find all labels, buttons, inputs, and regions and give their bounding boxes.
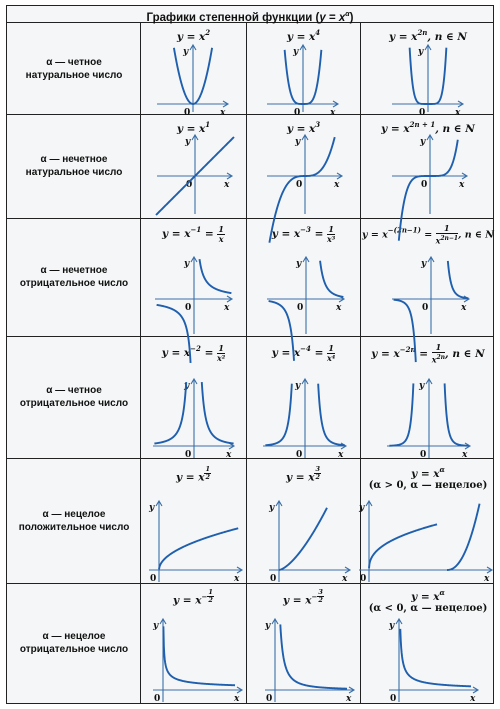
row-label-line: отрицательное число [19, 398, 129, 409]
function-curve [448, 261, 469, 298]
origin-label: 0 [296, 180, 303, 190]
graph-plot [157, 134, 233, 214]
x-axis-label: x [226, 450, 232, 460]
row-label-line: α — нечетное [40, 265, 108, 276]
row-label [7, 336, 141, 458]
y-axis-label: y [418, 47, 424, 57]
function-curve [200, 259, 232, 293]
graph-plot [269, 500, 351, 582]
graph-plot [149, 500, 243, 582]
origin-label: 0 [422, 303, 429, 313]
y-axis-label: y [184, 259, 190, 269]
function-curve [265, 384, 291, 446]
row-label-line: α — нецелое [42, 508, 106, 520]
x-axis-label: x [234, 694, 240, 704]
graph-plot [153, 378, 235, 458]
graph-plot [389, 618, 479, 702]
x-axis-label: x [459, 180, 465, 190]
x-axis-label: x [224, 303, 230, 313]
formula-note: (α > 0, α — нецелое) [368, 480, 488, 491]
y-axis-label: y [359, 503, 365, 513]
formula: $y = x^{2n + 1}$, n ∈ N [381, 120, 475, 135]
function-curve [318, 384, 344, 446]
graph-plot [155, 256, 233, 334]
graph-plot [392, 134, 468, 214]
graph-plot [265, 618, 355, 702]
origin-label: 0 [270, 574, 277, 584]
y-axis-label: y [269, 503, 275, 513]
y-axis-label: y [389, 621, 395, 631]
formula: $y = x^3$ [286, 120, 321, 135]
x-axis-label: x [224, 180, 230, 190]
graph-plot [267, 44, 339, 118]
origin-label: 0 [266, 694, 273, 704]
y-axis-label: y [296, 259, 302, 269]
origin-label: 0 [186, 180, 193, 190]
x-axis-label: x [484, 574, 490, 584]
origin-label: 0 [419, 108, 426, 118]
row-label-line: отрицательное число [19, 278, 129, 289]
origin-label: 0 [294, 108, 301, 118]
row-label-line: натуральное число [25, 167, 123, 178]
function-curve [279, 508, 327, 570]
function-curve [320, 261, 343, 297]
y-axis-label: y [153, 621, 159, 631]
formula: y = x $^{\frac{3}{2}}$ [285, 465, 320, 484]
y-axis-label: y [295, 137, 301, 147]
graph-plot [392, 256, 470, 334]
origin-label: 0 [154, 694, 161, 704]
origin-label: 0 [185, 303, 192, 313]
y-axis-label: y [183, 47, 189, 57]
row-label-line: α — нецелое [42, 631, 106, 642]
formula: $y = x^{-3}$ = $\frac{1}{\text{x³}}$ [271, 223, 336, 244]
row-label [7, 23, 141, 114]
function-curve [154, 382, 186, 443]
y-axis-label: y [149, 503, 155, 513]
graph-plot [157, 44, 229, 118]
y-axis-label: y [293, 47, 299, 57]
graph-plot [387, 378, 471, 458]
y-axis-label: y [265, 621, 271, 631]
x-axis-label: x [462, 450, 468, 460]
formula: $y = x^{-(2n-1)}$ = $\frac{1}{x^{2n-1}}$ , n ∈ N [362, 223, 494, 246]
graph-plot [267, 256, 345, 334]
graph-plot [392, 44, 464, 118]
function-curve [163, 626, 235, 685]
y-axis-label: y [184, 381, 190, 391]
y-axis-label: y [420, 137, 426, 147]
power-function-table [6, 5, 494, 704]
y-axis-label: y [185, 137, 191, 147]
graph-plot [263, 378, 347, 458]
x-axis-label: x [334, 180, 340, 190]
origin-label: 0 [185, 450, 192, 460]
origin-label: 0 [150, 574, 157, 584]
row-label [7, 458, 141, 583]
x-axis-label: x [220, 108, 226, 118]
origin-label: 0 [297, 303, 304, 313]
graph-plot [359, 500, 493, 582]
function-curve [389, 383, 413, 445]
row-label [7, 114, 141, 218]
origin-label: 0 [184, 108, 191, 118]
formula: $y = x^2$ [176, 28, 211, 43]
formula: $y = x^{- \frac{3}{2}}$ [283, 588, 323, 607]
formula-note: (α < 0, α — нецелое) [368, 603, 488, 614]
x-axis-label: x [470, 694, 476, 704]
x-axis-label: x [461, 303, 467, 313]
row-label-line: α — четное [46, 56, 102, 68]
y-axis-label: y [295, 381, 301, 391]
y-axis-label: y [421, 259, 427, 269]
function-curve [280, 624, 347, 688]
row-label-line: положительное число [18, 521, 130, 533]
formula: $y = x^4$ [286, 28, 321, 43]
row-label [7, 583, 141, 703]
row-label [7, 218, 141, 336]
formula: $y = x^{-1}$ = $\frac{1}{x}$ [162, 223, 224, 244]
origin-label: 0 [360, 574, 367, 584]
formula: $y = x^{- \frac{1}{2}}$ [173, 588, 213, 607]
function-curve [159, 528, 238, 569]
x-axis-label: x [455, 108, 461, 118]
x-axis-label: x [234, 574, 240, 584]
function-curve [445, 383, 469, 445]
origin-label: 0 [421, 180, 428, 190]
x-axis-label: x [336, 303, 342, 313]
function-curve [400, 629, 471, 686]
graph-plot [153, 618, 243, 702]
origin-label: 0 [420, 450, 427, 460]
formula: $y = x^1$ [176, 120, 211, 135]
function-curve [447, 504, 480, 570]
formula: $y = x^\alpha$ (α < 0, α — нецелое) [361, 587, 495, 615]
formula: y = x $^{\frac{1}{2}}$ [175, 465, 210, 484]
row-label-line: отрицательное число [19, 644, 129, 655]
x-axis-label: x [338, 450, 344, 460]
formula: $y = x^{-2}$ = $\frac{1}{\text{x²}}$ [161, 342, 226, 363]
formula: $y = x^{2n}$, n ∈ N [388, 28, 468, 43]
x-axis-label: x [342, 574, 348, 584]
x-axis-label: x [346, 694, 352, 704]
row-label-line: α — четное [46, 385, 102, 396]
table-title: Графики степенной функции $(y = x^\alpha)$ [7, 6, 493, 23]
formula: $y = x^{-4}$ = $\frac{1}{\text{x⁴}}$ [271, 342, 336, 363]
origin-label: 0 [296, 450, 303, 460]
origin-label: 0 [390, 694, 397, 704]
graph-plot [267, 134, 343, 214]
formula: $y = x^\alpha$ (α > 0, α — нецелое) [361, 464, 495, 492]
function-curve [369, 524, 437, 568]
x-axis-label: x [330, 108, 336, 118]
formula: $y = x^{-2n}$ = $\frac{1}{x^{2n}}$ , n ∈ N [371, 342, 485, 365]
function-curve [202, 382, 234, 443]
y-axis-label: y [419, 381, 425, 391]
row-label-line: α — нечетное [40, 154, 108, 165]
row-label-line: натуральное число [25, 69, 123, 81]
